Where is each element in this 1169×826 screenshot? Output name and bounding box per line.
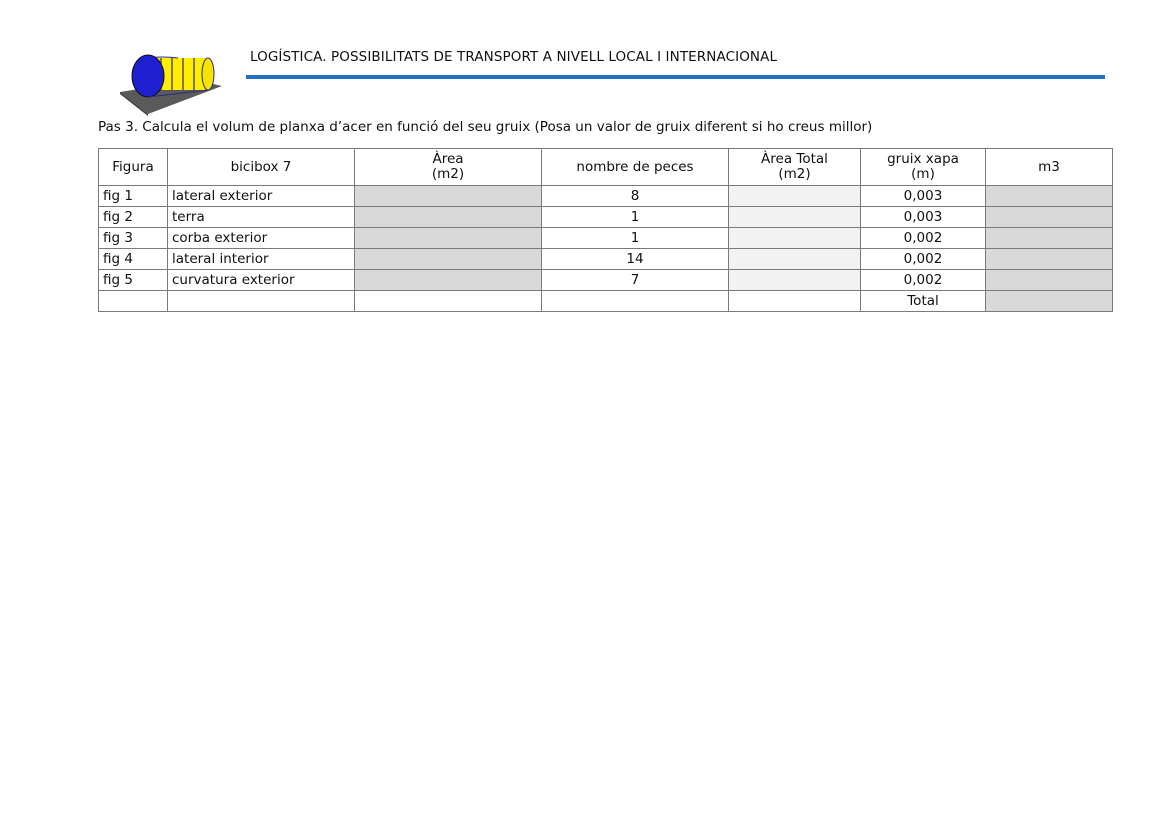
cell-empty xyxy=(729,291,861,312)
cell-figura: fig 5 xyxy=(99,270,168,291)
cell-area-total[interactable] xyxy=(729,228,861,249)
cell-m3-input[interactable] xyxy=(986,186,1113,207)
cell-empty xyxy=(355,291,542,312)
cell-empty xyxy=(542,291,729,312)
cell-m3-input[interactable] xyxy=(986,270,1113,291)
cell-gruix[interactable]: 0,003 xyxy=(861,186,986,207)
cell-area-input[interactable] xyxy=(355,186,542,207)
cell-bicibox: terra xyxy=(168,207,355,228)
col-header-area-total: Àrea Total (m2) xyxy=(729,149,861,186)
cell-bicibox: corba exterior xyxy=(168,228,355,249)
col-header-bicibox: bicibox 7 xyxy=(168,149,355,186)
bicibox-cylinder-icon xyxy=(118,50,224,116)
col-header-peces: nombre de peces xyxy=(542,149,729,186)
cell-area-input[interactable] xyxy=(355,270,542,291)
table-row xyxy=(99,186,1113,207)
col-header-area: Àrea (m2) xyxy=(355,149,542,186)
table-row xyxy=(99,207,1113,228)
cell-peces: 14 xyxy=(542,249,729,270)
table-total-row xyxy=(99,291,1113,312)
cell-m3-input[interactable] xyxy=(986,228,1113,249)
cell-figura: fig 3 xyxy=(99,228,168,249)
cell-area-total[interactable] xyxy=(729,186,861,207)
cell-area-total[interactable] xyxy=(729,270,861,291)
cell-area-total[interactable] xyxy=(729,207,861,228)
col-header-figura: Figura xyxy=(99,149,168,186)
table-row xyxy=(99,270,1113,291)
col-header-gruix: gruix xapa (m) xyxy=(861,149,986,186)
step-instruction: Pas 3. Calcula el volum de planxa d’acer en funció del seu gruix (Posa un valor de gruix diferent si ho creus millor) xyxy=(98,119,873,135)
cell-area-total[interactable] xyxy=(729,249,861,270)
col-header-m3: m3 xyxy=(986,149,1113,186)
page-header-title: LOGÍSTICA. POSSIBILITATS DE TRANSPORT A NIVELL LOCAL I INTERNACIONAL xyxy=(250,49,778,65)
cell-bicibox: curvatura exterior xyxy=(168,270,355,291)
table-row xyxy=(99,249,1113,270)
cell-gruix[interactable]: 0,002 xyxy=(861,228,986,249)
total-label: Total xyxy=(861,291,986,312)
cell-gruix[interactable]: 0,003 xyxy=(861,207,986,228)
cell-figura: fig 4 xyxy=(99,249,168,270)
cell-figura: fig 1 xyxy=(99,186,168,207)
cell-m3-input[interactable] xyxy=(986,249,1113,270)
cell-peces: 1 xyxy=(542,207,729,228)
cell-peces: 7 xyxy=(542,270,729,291)
total-m3-input[interactable] xyxy=(986,291,1113,312)
table-header-row xyxy=(99,149,1113,186)
cell-gruix[interactable]: 0,002 xyxy=(861,249,986,270)
cell-m3-input[interactable] xyxy=(986,207,1113,228)
header-rule xyxy=(246,75,1105,79)
cell-area-input[interactable] xyxy=(355,207,542,228)
cell-gruix[interactable]: 0,002 xyxy=(861,270,986,291)
cell-peces: 8 xyxy=(542,186,729,207)
cell-bicibox: lateral interior xyxy=(168,249,355,270)
cell-area-input[interactable] xyxy=(355,228,542,249)
cell-empty xyxy=(99,291,168,312)
cell-figura: fig 2 xyxy=(99,207,168,228)
cell-area-input[interactable] xyxy=(355,249,542,270)
cell-empty xyxy=(168,291,355,312)
cell-bicibox: lateral exterior xyxy=(168,186,355,207)
table-row xyxy=(99,228,1113,249)
volume-table xyxy=(98,148,1113,312)
cell-peces: 1 xyxy=(542,228,729,249)
